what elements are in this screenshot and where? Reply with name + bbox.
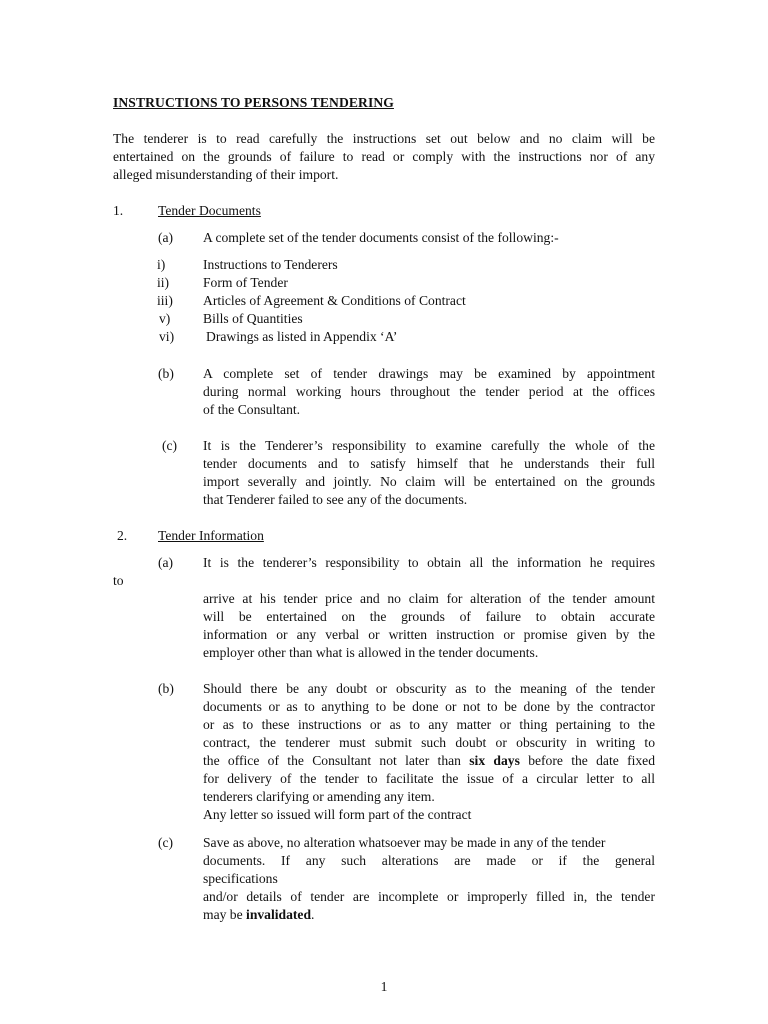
section-2b-text xyxy=(203,680,655,824)
text-line: specifications xyxy=(203,871,278,886)
text-line: will be entertained on the grounds of failure to obtain accurate xyxy=(203,609,655,624)
list-item: Drawings as listed in Appendix ‘A’ xyxy=(206,329,398,344)
list-numeral: ii) xyxy=(157,275,170,290)
emphasis-invalidated: invalidated xyxy=(246,907,312,922)
section-1b-mark: (b) xyxy=(158,366,174,381)
list-item: Instructions to Tenderers xyxy=(203,257,338,272)
text-line: or as to these instructions or as to any matter or thing pertaining to the xyxy=(203,717,655,732)
section-1a-mark: (a) xyxy=(158,230,174,245)
section-2-number: 2. xyxy=(117,528,128,543)
section-1c-mark: (c) xyxy=(162,438,178,453)
text-line: Save as above, no alteration whatsoever may be made in any of the tender xyxy=(203,835,606,850)
text-line: Any letter so issued will form part of the contract xyxy=(203,807,472,822)
list-item: Articles of Agreement & Conditions of Contract xyxy=(203,293,466,308)
list-numeral: vi) xyxy=(159,329,175,344)
text-line: It is the Tenderer’s responsibility to examine carefully the whole of the xyxy=(203,438,655,453)
text-line xyxy=(203,752,655,770)
text-line: during normal working hours throughout the tender period at the offices xyxy=(203,384,655,399)
section-1-heading: Tender Documents xyxy=(158,203,261,218)
section-2a-overflow-word: to xyxy=(113,573,124,588)
text-line: Should there be any doubt or obscurity as to the meaning of the tender xyxy=(203,681,655,696)
list-item: Form of Tender xyxy=(203,275,288,290)
text-run: the office of the Consultant not later than xyxy=(203,753,461,768)
text-run: may be xyxy=(203,907,243,922)
section-2b-mark: (b) xyxy=(158,681,174,696)
list-item: Bills of Quantities xyxy=(203,311,303,326)
text-line: employer other than what is allowed in the tender documents. xyxy=(203,645,539,660)
list-numeral: v) xyxy=(159,311,171,326)
document-title: INSTRUCTIONS TO PERSONS TENDERING xyxy=(113,95,394,110)
section-1b-text xyxy=(203,365,655,419)
text-line: of the Consultant. xyxy=(203,402,301,417)
intro-line: alleged misunderstanding of their import. xyxy=(113,167,339,182)
section-2a-mark: (a) xyxy=(158,555,174,570)
list-numeral: i) xyxy=(157,257,166,272)
emphasis-six-days: six days xyxy=(469,753,520,768)
section-2c-text xyxy=(203,834,655,924)
section-1c-text xyxy=(203,437,655,509)
text-line: tender documents and to satisfy himself that he understands their full xyxy=(203,456,655,471)
text-line: and/or details of tender are incomplete or improperly filled in, the tender xyxy=(203,889,655,904)
text-run: . xyxy=(311,907,315,922)
text-line: A complete set of tender drawings may be examined by appointment xyxy=(203,366,655,381)
section-1-number: 1. xyxy=(113,203,124,218)
list-numeral: iii) xyxy=(157,293,173,308)
text-line: for delivery of the tender to facilitate the issue of a circular letter to all xyxy=(203,771,655,786)
intro-line: The tenderer is to read carefully the instructions set out below and no claim will be xyxy=(113,131,655,146)
intro-line: entertained on the grounds of failure to read or comply with the instructions nor of any xyxy=(113,149,655,164)
text-line: documents or as to anything to be done or not to be done by the contractor xyxy=(203,699,655,714)
section-2-heading: Tender Information xyxy=(158,528,264,543)
text-line: documents. If any such alterations are made or if the general xyxy=(203,853,655,868)
text-line: It is the tenderer’s responsibility to obtain all the information he requires xyxy=(203,555,655,570)
page-number: 1 xyxy=(380,979,388,994)
text-line: that Tenderer failed to see any of the documents. xyxy=(203,492,468,507)
section-2c-mark: (c) xyxy=(158,835,174,850)
intro-paragraph xyxy=(113,130,655,184)
text-line: contract, the tenderer must submit such doubt or obscurity in writing to xyxy=(203,735,655,750)
section-2a-text xyxy=(203,590,655,662)
text-line xyxy=(203,906,655,924)
text-line: import severally and jointly. No claim will be entertained on the grounds xyxy=(203,474,655,489)
text-line: arrive at his tender price and no claim for alteration of the tender amount xyxy=(203,591,655,606)
section-1a-text: A complete set of the tender documents consist of the following:- xyxy=(203,230,559,245)
text-line: tenderers clarifying or amending any item. xyxy=(203,789,435,804)
section-2a-first-line xyxy=(203,554,655,572)
text-run: before the date fixed xyxy=(528,753,656,768)
text-line: information or any verbal or written instruction or promise given by the xyxy=(203,627,655,642)
